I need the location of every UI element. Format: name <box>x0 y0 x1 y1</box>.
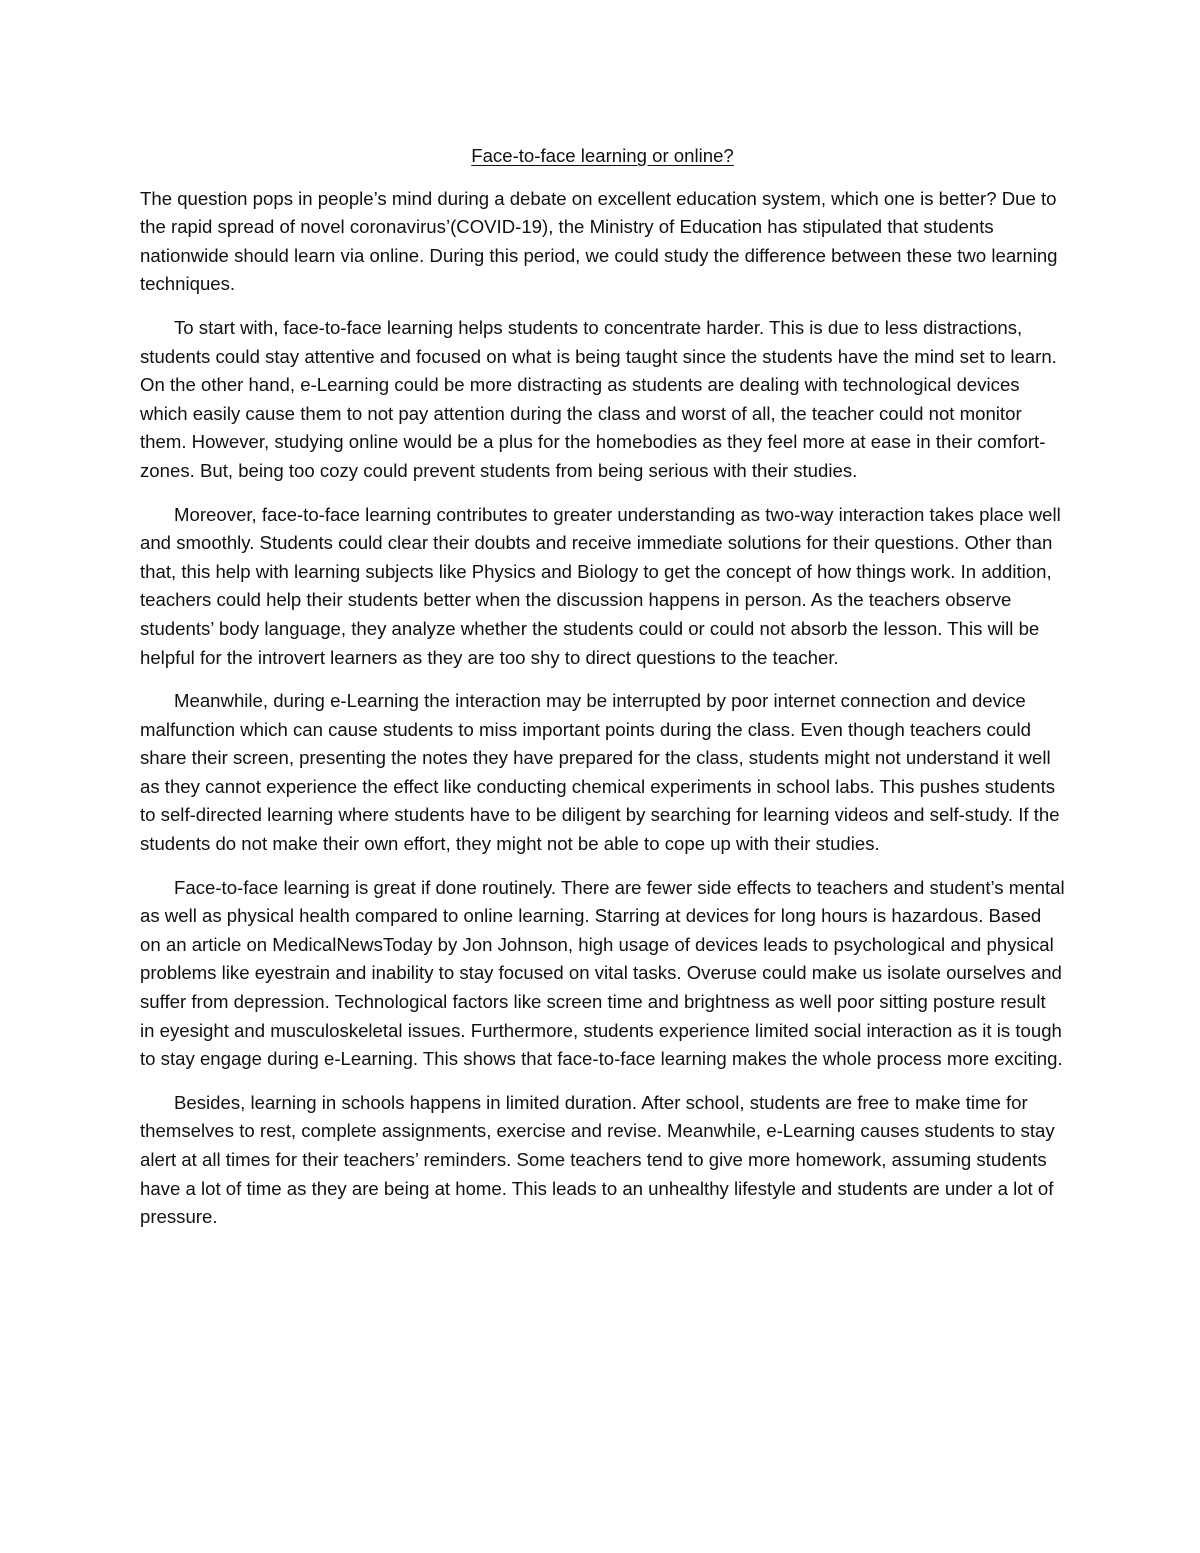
paragraph-understanding: Moreover, face-to-face learning contributes to greater understanding as two-way interaction takes place well and smoothly. Students could clear their doubts and receive immediate solutions for their questions. Other than that, this help with learning subjects like Physics and Biology to get the concept of how things work. In addition, teachers could help their students better when the discussion happens in person. As the teachers observe students’ body language, they analyze whether the students could or could not absorb the lesson. This will be helpful for the introvert learners as they are too shy to direct questions to the teacher. <box>140 503 1061 668</box>
paragraph-concentration: To start with, face-to-face learning helps students to concentrate harder. This is due to less distractions, students could stay attentive and focused on what is being taught since the students have the mind set to learn. On the other hand, e-Learning could be more distracting as students are dealing with technological devices which easily cause them to not pay attention during the class and worst of all, the teacher could not monitor them. However, studying online would be a plus for the homebodies as they feel more at ease in their comfort-zones. But, being too cozy could prevent students from being serious with their studies. <box>140 316 1057 481</box>
paragraph-duration: Besides, learning in schools happens in limited duration. After school, students are free to make time for themselves to rest, complete assignments, exercise and revise. Meanwhile, e-Learning causes students to stay alert at all times for their teachers’ reminders. Some teachers tend to give more homework, assuming students have a lot of time as they are being at home. This leads to an unhealthy lifestyle and students are under a lot of pressure. <box>140 1091 1055 1228</box>
paragraph-health: Face-to-face learning is great if done routinely. There are fewer side effects to teachers and student’s mental as well as physical health compared to online learning. Starring at devices for long hours is hazardous. Based on an article on MedicalNewsToday by Jon Johnson, high usage of devices leads to psychological and physical problems like eyestrain and inability to stay focused on vital tasks. Overuse could make us isolate ourselves and suffer from depression. Technological factors like screen time and brightness as well poor sitting posture result in eyesight and musculoskeletal issues. Furthermore, students experience limited social interaction as it is tough to stay engage during e-Learning. This shows that face-to-face learning makes the whole process more exciting. <box>140 876 1065 1070</box>
paragraph-interaction: Meanwhile, during e-Learning the interaction may be interrupted by poor internet connection and device malfunction which can cause students to miss important points during the class. Even though teachers could share their screen, presenting the notes they have prepared for the class, students might not understand it well as they cannot experience the effect like conducting chemical experiments in school labs. This pushes students to self-directed learning where students have to be diligent by searching for learning videos and self-study. If the students do not make their own effort, they might not be able to cope up with their studies. <box>140 690 1060 855</box>
paragraph-intro: The question pops in people’s mind during a debate on excellent education system, which one is better? Due to the rapid spread of novel coronavirus’(COVID-19), the Ministry of Education has stipulated that students nationwide should learn via online. During this period, we could study the difference between these two learning techniques. <box>140 187 1058 295</box>
document-body <box>140 142 1065 1247</box>
document-title: Face-to-face learning or online? <box>471 145 734 166</box>
